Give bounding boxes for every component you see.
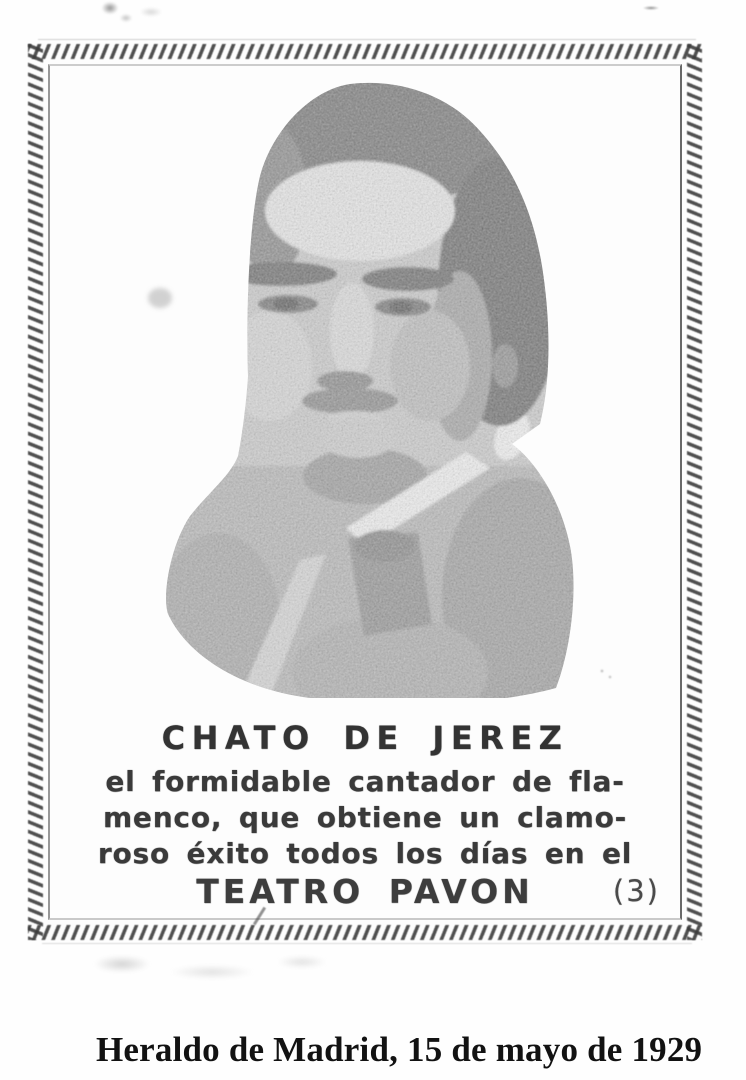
caption-title: CHATO DE JEREZ bbox=[161, 719, 569, 757]
caption-line-1: el formidable cantador de fla- bbox=[105, 765, 625, 798]
portrait-photo bbox=[160, 76, 580, 698]
caption-reference-number: (3) bbox=[612, 874, 660, 908]
frame-outer-hairline-bottom bbox=[42, 943, 692, 944]
clipping-frame bbox=[28, 44, 702, 940]
frame-rope-border-right bbox=[687, 44, 702, 940]
source-attribution: Heraldo de Madrid, 15 de mayo de 1929 bbox=[96, 1030, 703, 1069]
frame-outer-hairline-top bbox=[38, 39, 696, 40]
caption-line-2: menco, que obtiene un clamo- bbox=[102, 801, 628, 834]
scan-blob-left bbox=[148, 288, 172, 308]
frame-rope-border-left bbox=[28, 44, 43, 940]
scan-smudge-top-right bbox=[638, 4, 664, 12]
scan-smudge-below-frame bbox=[82, 946, 342, 988]
scan-speck-pair bbox=[598, 668, 614, 680]
scan-smudge-top-left bbox=[96, 0, 174, 26]
caption-line-3: roso éxito todos los días en el bbox=[97, 837, 633, 870]
frame-rope-border-top bbox=[28, 44, 702, 59]
frame-rope-border-bottom bbox=[28, 925, 702, 940]
caption-venue: TEATRO PAVON bbox=[196, 872, 534, 911]
